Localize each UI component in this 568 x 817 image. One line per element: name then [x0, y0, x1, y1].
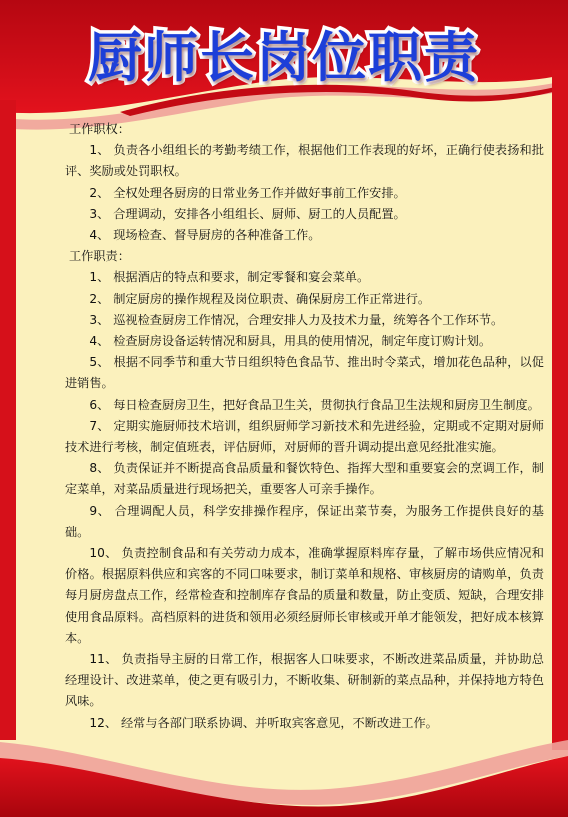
list-item: 12、 经常与各部门联系协调、并听取宾客意见，不断改进工作。 — [89, 715, 438, 730]
list-item: 9、 合理调配人员，科学安排操作程序，保证出菜节奏，为服务工作提供良好的基础。 — [65, 503, 544, 539]
left-border — [0, 100, 16, 740]
page-title: 厨师长岗位职责 — [88, 26, 480, 89]
list-item: 3、 合理调动，安排各小组组长、厨师、厨工的人员配置。 — [89, 206, 406, 221]
list-item: 1、 根据酒店的特点和要求，制定零餐和宴会菜单。 — [89, 270, 370, 285]
list-item: 7、 定期实施厨师技术培训，组织厨师学习新技术和先进经验，定期或不定期对厨师技术进行考核，制定值班表，评估厨师，对厨师的晋升调动提出意见经批准实施。 — [65, 418, 544, 455]
right-border — [552, 70, 568, 750]
list-item: 8、 负责保证并不断提高食品质量和餐饮特色、指挥大型和重要宴会的烹调工作，制定菜单，对菜品质量进行现场把关，重要客人可亲手操作。 — [65, 461, 544, 497]
list-item: 11、 负责指导主厨的日常工作，根据客人口味要求，不断改进菜品质量，并协助总经理设计、改进菜单，使之更有吸引力，不断收集、研制新的菜点品种，并保持地方特色风味。 — [65, 652, 544, 709]
list-item: 2、 全权处理各厨房的日常业务工作并做好事前工作安排。 — [89, 185, 406, 200]
list-item: 10、 负责控制食品和有关劳动力成本，准确掌握原料库存量，了解市场供应情况和价格。根据原料供应和宾客的不同口味要求，制订菜单和规格、审核厨房的请购单，负责每月厨房盘点工作，经常检查和控制库存食品的质量和数量，防止变质、短缺，合理安排使用食品原料。高档原料的进货和领用必须经厨师长审核或开单才能领发，把好成本核算本。 — [65, 546, 544, 645]
list-item: 1、 负责各小组组长的考勤考绩工作，根据他们工作表现的好坏，正确行使表扬和批评、奖励或处罚职权。 — [65, 143, 544, 179]
list-item: 6、 每日检查厨房卫生，把好食品卫生关，贯彻执行食品卫生法规和厨房卫生制度。 — [89, 397, 540, 412]
list-item: 3、 巡视检查厨房工作情况，合理安排人力及技术力量，统筹各个工作环节。 — [89, 312, 504, 327]
section-heading-duties: 工作职责： — [69, 249, 130, 264]
list-item: 4、 检查厨房设备运转情况和厨具，用具的使用情况，制定年度订购计划。 — [89, 334, 492, 349]
duties-content — [65, 119, 544, 734]
list-item: 2、 制定厨房的操作规程及岗位职责、确保厨房工作正常进行。 — [89, 291, 431, 306]
list-item: 5、 根据不同季节和重大节日组织特色食品节、推出时令菜式，增加花色品种，以促进销售。 — [65, 355, 544, 391]
list-item: 4、 现场检查、督导厨房的各种准备工作。 — [89, 228, 321, 243]
section-heading-authority: 工作职权： — [69, 122, 130, 136]
